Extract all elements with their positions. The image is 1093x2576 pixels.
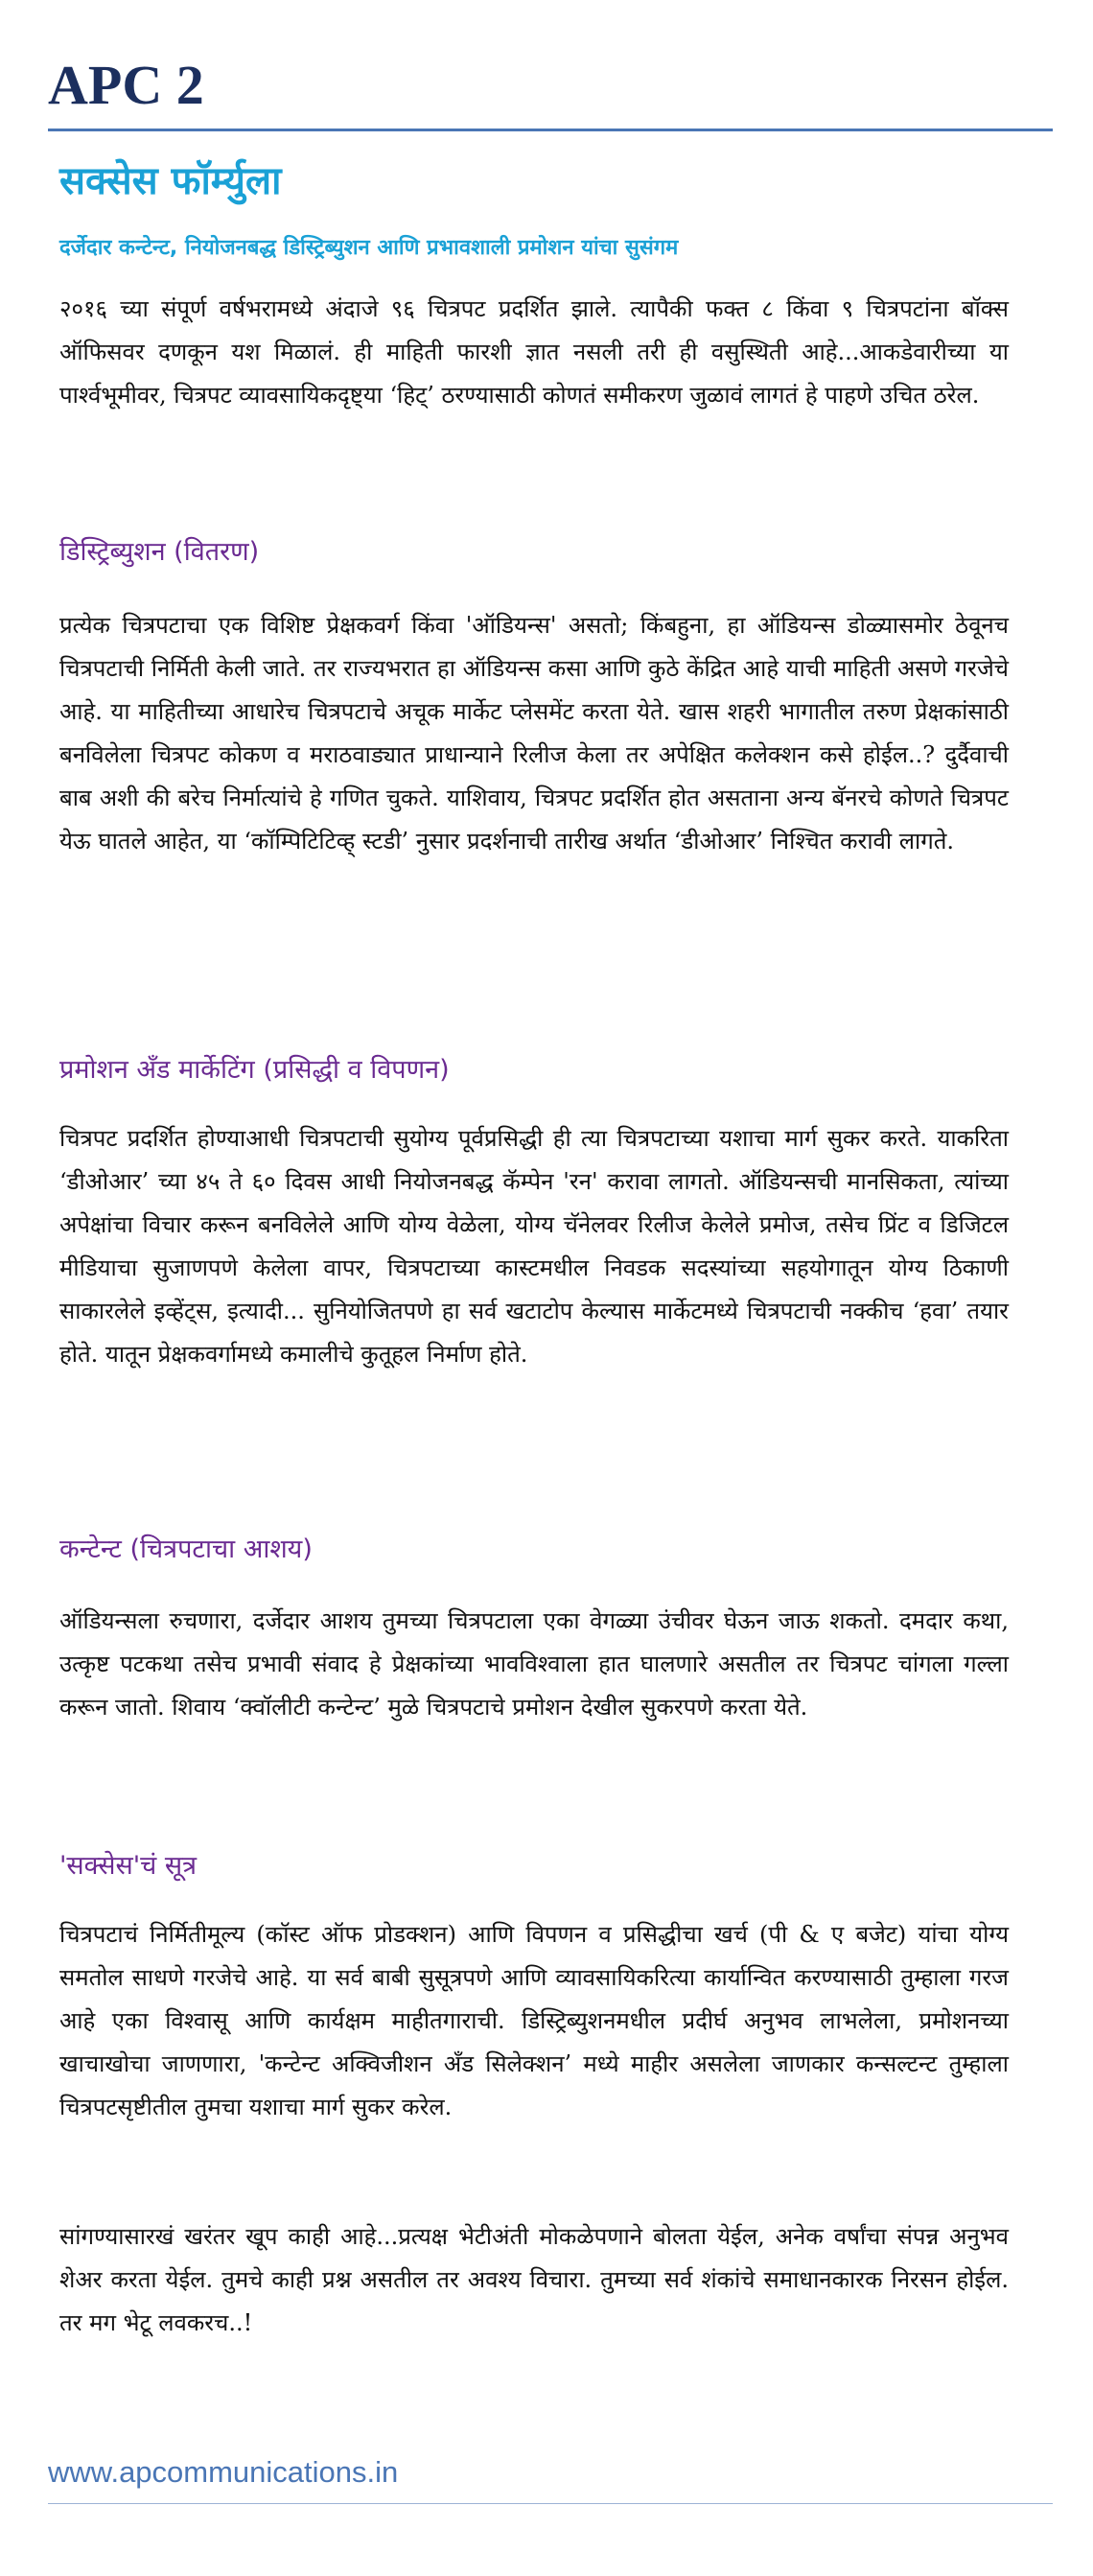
intro-paragraph: २०१६ च्या संपूर्ण वर्षभरामध्ये अंदाजे ९६ चित्रपट प्रदर्शित झाले. त्यापैकी फक्त ८ किंवा ९ चित्रपटांना बॉक्स ऑफिसवर दणकून यश मिळालं. ही माहिती फारशी ज्ञात नसली तरी ही वसुस्थिती आहे...आकडेवारीच्या या पार्श्वभूमीवर, चित्रपट व्यावसायिकदृष्ट्या ‘हिट्’ ठरण्यासाठी कोणतं समीकरण जुळावं लागतं हे पाहणे उचित ठरेल. xyxy=(59,295,1009,409)
success-paragraph-2: सांगण्यासारखं खरंतर खूप काही आहे...प्रत्यक्ष भेटीअंती मोकळेपणाने बोलता येईल, अनेक वर्षांचा संपन्न अनुभव शेअर करता येईल. तुमचे काही प्रश्न असतील तर अवश्य विचारा. तुमच्या सर्व शंकांचे समाधानकारक निरसन होईल. तर मग भेटू लवकरच..! xyxy=(59,2223,1009,2336)
header-divider xyxy=(48,129,1053,131)
header-title: APC 2 xyxy=(48,54,204,116)
success-heading: 'सक्सेस'चं सूत्र xyxy=(59,1851,198,1881)
distribution-heading: डिस्ट्रिब्युशन (वितरण) xyxy=(59,537,260,567)
promotion-paragraph: चित्रपट प्रदर्शित होण्याआधी चित्रपटाची सुयोग्य पूर्वप्रसिद्धी ही त्या चित्रपटाच्या यशाचा मार्ग सुकर करते. याकरिता ‘डीओआर’ च्या ४५ ते ६० दिवस आधी नियोजनबद्ध कॅम्पेन 'रन' करावा लागतो. ऑडियन्सची मानसिकता, त्यांच्या अपेक्षांचा विचार करून बनविलेले आणि योग्य वेळेला, योग्य चॅनेलवर रिलीज केलेले प्रमोज, तसेच प्रिंट व डिजिटल मीडियाचा सुजाणपणे केलेला वापर, चित्रपटाच्या कास्टमधील निवडक सदस्यांच्या सहयोगातून योग्य ठिकाणी साकारलेले इव्हेंट्स, इत्यादी... सुनियोजितपणे हा सर्व खटाटोप केल्यास मार्केटमध्ये चित्रपटाची नक्कीच ‘हवा’ तयार होते. यातून प्रेक्षकवर्गामध्ये कमालीचे कुतूहल निर्माण होते. xyxy=(59,1125,1009,1368)
page-subtitle: दर्जेदार कन्टेन्ट, नियोजनबद्ध डिस्ट्रिब्युशन आणि प्रभावशाली प्रमोशन यांचा सुसंगम xyxy=(59,236,679,260)
content-heading: कन्टेन्ट (चित्रपटाचा आशय) xyxy=(59,1534,313,1564)
website-link[interactable]: www.apcommunications.in xyxy=(48,2455,399,2489)
page-title: सक्सेस फॉर्म्युला xyxy=(59,159,282,203)
promotion-heading: प्रमोशन अँड मार्केटिंग (प्रसिद्धी व विपणन) xyxy=(59,1055,450,1085)
content-paragraph: ऑडियन्सला रुचणारा, दर्जेदार आशय तुमच्या चित्रपटाला एका वेगळ्या उंचीवर घेऊन जाऊ शकतो. दमदार कथा, उत्कृष्ट पटकथा तसेच प्रभावी संवाद हे प्रेक्षकांच्या भावविश्वाला हात घालणारे असतील तर चित्रपट चांगला गल्ला करून जातो. शिवाय ‘क्वॉलीटी कन्टेन्ट’ मुळे चित्रपटाचे प्रमोशन देखील सुकरपणे करता येते. xyxy=(59,1607,1009,1721)
success-paragraph-1: चित्रपटाचं निर्मितीमूल्य (कॉस्ट ऑफ प्रोडक्शन) आणि विपणन व प्रसिद्धीचा खर्च (पी & ए बजेट) यांचा योग्य समतोल साधणे गरजेचे आहे. या सर्व बाबी सुसूत्रपणे आणि व्यावसायिकरित्या कार्यान्वित करण्यासाठी तुम्हाला गरज आहे एका विश्वासू आणि कार्यक्षम माहीतगाराची. डिस्ट्रिब्युशनमधील प्रदीर्घ अनुभव लाभलेला, प्रमोशनच्या खाचाखोचा जाणणारा, 'कन्टेन्ट अक्विजीशन अँड सिलेक्शन’ मध्ये माहीर असलेला जाणकार कन्सल्टन्ट तुम्हाला चित्रपटसृष्टीतील तुमचा यशाचा मार्ग सुकर करेल. xyxy=(59,1921,1009,2120)
distribution-paragraph: प्रत्येक चित्रपटाचा एक विशिष्ट प्रेक्षकवर्ग किंवा 'ऑडियन्स' असतो; किंबहुना, हा ऑडियन्स डोळ्यासमोर ठेवूनच चित्रपटाची निर्मिती केली जाते. तर राज्यभरात हा ऑडियन्स कसा आणि कुठे केंद्रित आहे याची माहिती असणे गरजेचे आहे. या माहितीच्या आधारेच चित्रपटाचे अचूक मार्केट प्लेसमेंट करता येते. खास शहरी भागातील तरुण प्रेक्षकांसाठी बनविलेला चित्रपट कोकण व मराठवाड्यात प्राधान्याने रिलीज केला तर अपेक्षित कलेक्शन कसे होईल..? दुर्दैवाची बाब अशी की बरेच निर्मात्यांचे हे गणित चुकते. याशिवाय, चित्रपट प्रदर्शित होत असताना अन्य बॅनरचे कोणते चित्रपट येऊ घातले आहेत, या ‘कॉम्पिटिटिव्ह् स्टडी’ नुसार प्रदर्शनाची तारीख अर्थात ‘डीओआर’ निश्चित करावी लागते. xyxy=(59,612,1009,855)
footer-divider xyxy=(48,2503,1053,2504)
